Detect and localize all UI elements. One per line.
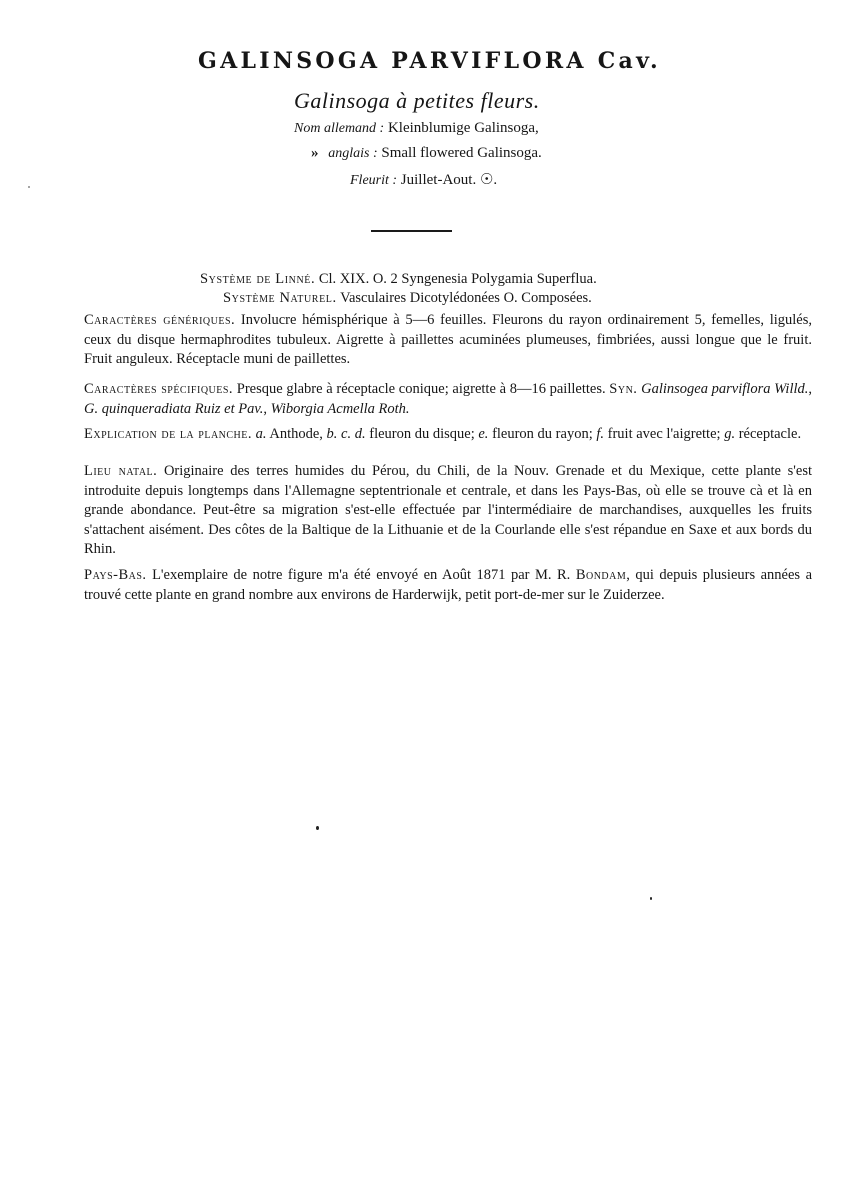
plate-key-f: f. [596,426,605,442]
page-subtitle: Galinsoga à petites fleurs. [294,88,540,113]
specific-heading: Caractères spécifiques. [84,381,234,397]
plate-text-f: fruit avec l'aigrette; [604,426,725,442]
generic-heading: Caractères génériques. [84,312,236,328]
natural-value: Vasculaires Dicotylédonées O. Composées. [340,290,592,306]
natural-label: Système Naturel. [223,290,337,306]
collector-name: Bondam [575,567,627,583]
natural-system-line [223,290,592,307]
german-label: Nom allemand : [294,121,385,136]
flowering-line [350,170,497,189]
page-title: GALINSOGA PARVIFLORA Cav. [198,48,661,74]
synonyms-heading: Syn. [609,381,638,397]
plate-text-bcd: fleuron du disque; [365,426,479,442]
plate-text-e: fleuron du rayon; [488,426,597,442]
linne-value: Cl. XIX. O. 2 Syngenesia Polygamia Superflua. [318,271,597,287]
german-name: Kleinblumige Galinsoga, [387,120,539,136]
english-name-line [311,145,542,162]
linne-label: Système de Linné. [200,271,316,287]
flowering-label: Fleurit : [350,173,398,188]
generic-text: Involucre hémisphérique à 5—6 feuilles. Fleurons du rayon ordinairement 5, femelles, ligulés, ceux du disque hermaphrodites tubuleux. Aigrette à paillettes acuminées plumeuses, fimbriées, aussi longue que le fruit. Fruit anguleux. Réceptacle muni de paillettes. [84,312,812,368]
plate-key-a: a. [255,426,267,442]
native-habitat-paragraph [84,462,812,560]
flowering-value: Juillet-Aout. ☉. [400,172,498,188]
netherlands-paragraph [84,566,812,605]
plate-key-g: g. [724,426,736,442]
plate-text-a: Anthode, [266,426,327,442]
plate-heading: Explication de la planche. [84,426,253,442]
netherlands-text-2: , qui depuis plusieurs années a trouvé cette plante en grand nombre aux environs de Harderwijk, petit port-de-mer sur le Zuiderzee. [84,567,812,603]
synonym-2: G. quinqueradiata Ruiz et Pav. [84,400,264,417]
netherlands-heading: Pays-Bas. [84,567,147,583]
paper-speck [650,897,652,900]
paper-speck [28,186,30,188]
paper-speck [316,826,319,830]
specific-text: Presque glabre à réceptacle conique; aigrette à 8—16 paillettes. [236,381,606,397]
habitat-heading: Lieu natal. [84,463,158,479]
synonym-3: Wiborgia Acmella Roth. [270,400,410,417]
synonym-separator: , [808,381,813,397]
english-label: anglais : [328,146,378,161]
synonym-separator: , [263,400,271,417]
generic-characters-paragraph [84,311,812,370]
netherlands-text-1: L'exemplaire de notre figure m'a été envoyé en Août 1871 par M. R. [152,567,571,583]
plate-key-bcd: b. c. d. [326,426,366,442]
ditto-mark: » [311,145,319,161]
habitat-text: Originaire des terres humides du Pérou, du Chili, de la Nouv. Grenade et du Mexique, cette plante s'est introduite depuis longtemps dans l'Allemagne septentrionale et centrale, et dans les Pays-Bas, où elle se trouve cà et là en grande abondance. Peut-être sa migration s'est-elle effectuée par l'intermédiaire de marchandises, auxquelles les fruits s'attachent aisément. Des côtes de la Baltique de la Lithuanie et de la Courlande elle s'est répandue en Saxe et aux bords du Rhin. [84,463,812,558]
english-name: Small flowered Galinsoga. [381,145,542,161]
plate-explanation-paragraph [84,425,812,445]
synonym-1: Galinsogea parviflora Willd. [641,381,809,397]
plate-key-e: e. [478,426,489,442]
linne-system-line [200,271,597,288]
german-name-line [294,120,539,137]
plate-text-g: réceptacle. [735,426,802,442]
divider-rule [371,230,452,232]
specific-characters-paragraph [84,380,812,419]
